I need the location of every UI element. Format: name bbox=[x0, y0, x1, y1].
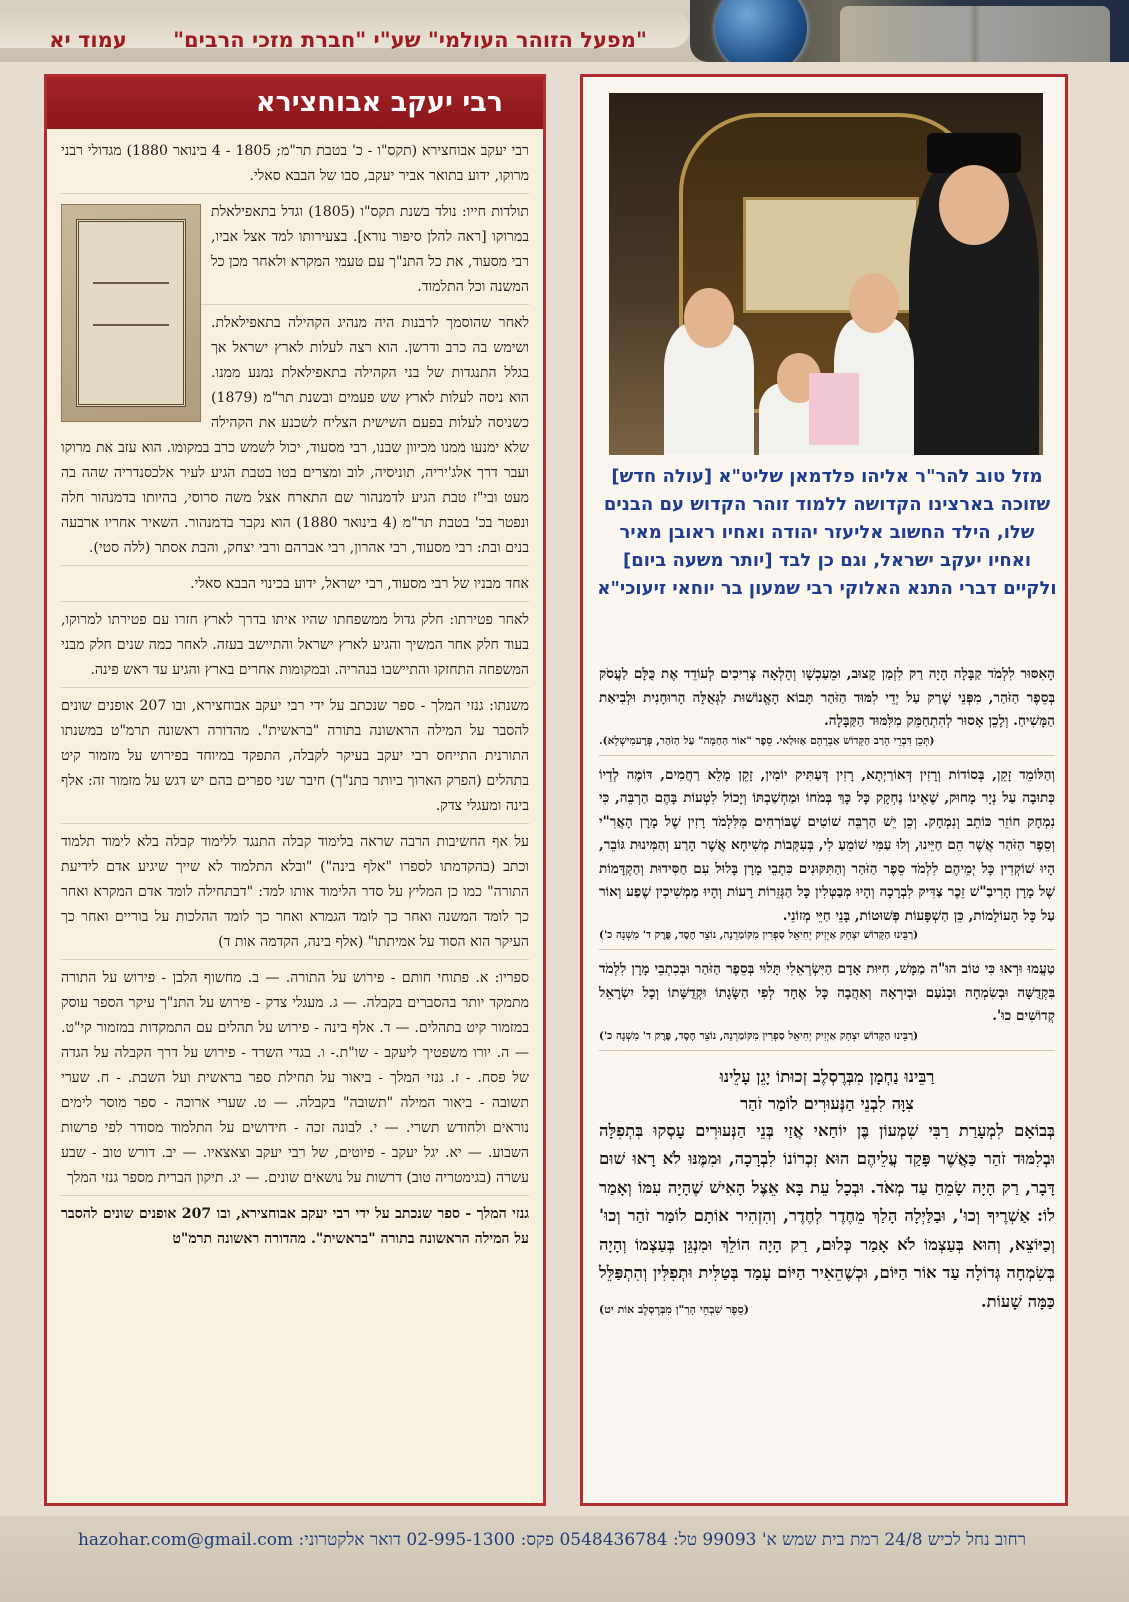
contact-info: רחוב נחל לכיש 24/8 רמת בית שמש א' 99093 טל: 0548436784 פקס: 02-995-1300 דואר אלקטרוני: hazohar.com@gmail.com bbox=[77, 1530, 1026, 1550]
globe-icon bbox=[715, 0, 807, 62]
article-paragraph-rabbinate: לאחר שהוסמך לרבנות היה מנהיג הקהילה בתאפילאלת. ושימש בה כרב ודרשן. הוא רצה לעלות לארץ ישראל אך בגלל התנגדות של בני הקהילה בתאפילאלת נמנע ממנו. הוא ניסה לעלות לארץ שש פעמים ובשנת תר"מ (1879) כשניסה לעלות בפעם השישית הצליח לשכנע את הקהילה שלא ימנעו ממנו מכיוון שבנו, רבי מסעוד, יכול לשמש כרב במקומו. הוא עזב את מרוקו ועבר דרך אלג'יריה, תוניסיה, לוב ומצרים בטו בטבת הגיע לעיר אלכסנדריה שהה בה מעט ובי"ז טבת הגיע לדמנהור שם התארח אצל משה סרוסי, בהיותו בדמנהור חלה ונפטר בכ' בטבת תר"מ (4 בינואר 1880) הוא נקבר בדמנהור. השאיר אחריו ארבעה בנים ובת: רבי מסעוד, רבי אהרון, רבי אברהם ורבי יצחק, והבת אסתר (ללה סטי). bbox=[61, 311, 529, 566]
quote-komarna-1 bbox=[599, 764, 1055, 951]
quote-komarna-2 bbox=[599, 958, 1055, 1051]
story-source: (סֵפֶר שִׁבְחֵי הָרַ"ן מִבְּרֶסְלֶב אוֹת יט) bbox=[599, 1302, 749, 1316]
article-paragraph-books: ספריו: א. פתוחי חותם - פירוש על התורה. — ב. מחשוף הלבן - פירוש על התורה מתמקד יותר בהסברים בקבלה. — ג. מעגלי צדק - פירוש על התנ"ך עיקר הספר עוסק במזמור קיט בתהלים. — ד. אלף בינה - פירוש על תהלים עם התמקדות במזמור קי"ט. — ה. יורו משפטיך ליעקב - שו"ת.- ו. בגדי השרד - פירוש על דרך הקבלה על הגדה של פסח. - ז. גנזי המלך - ביאור על תחילת ספר בראשית ועל השבת. - ח. שערי תשובה - ביאור המילה "תשובה" בקבלה. — ט. שערי ארוכה - ספר מוסר לימים נוראים ולחודש תשרי. — י. לבונה זכה - חידושים על התלמוד מסודר לפי פרשות השבוע. — יא. יגל יעקב - פיוטים, של רבי יעקב וצאצאיו. — יב. דורש טוב - שבע עשרה (בגימטריה טוב) דרשות על נושאים שונים. — יג. תיקון הברית מספר גנזי המלך bbox=[61, 966, 529, 1196]
quotes-section bbox=[599, 663, 1055, 1324]
story-title-line-1: רַבֵּינוּ נַחְמָן מִבְּרֶסְלֶב זְכוּתוֹ יָגֵן עָלֵינוּ bbox=[719, 1066, 935, 1086]
quote-text: טַעֲמוּ וּרְאוּ כִּי טוֹב הוּ"ה מַמָּשׁ, חִיּוּת אָדָם הַיִּשְׂרְאֵלִי תָּלוּי בְּסֵפֶר הַזֹּהַר וּבְכִתְבֵי מָרָן לִלְמֹד בִּקְדֻשָּׁה וּבְשִׂמְחָה וּבְנֹעַם וּבְיִרְאָה וְאַהֲבָה כָּל אֶחָד לְפִי הַשָּׂגָתוֹ וּקְדֻשָּׁתוֹ וְכָל יִשְׂרָאֵל קְדוֹשִׁים כוּ'. bbox=[599, 961, 1055, 1024]
photo-caption: מזל טוב להר"ר אליהו פלדמאן שליט"א [עולה חדש] שזוכה בארצינו הקדושה ללמוד זוהר הקדוש עם הבנים שלו, הילד החשוב אליעזר יהודה ואחיו ראובן מאיר ואחיו יעקב ישראל, וגם כן לבד [יותר משעה ביום] ולקיים דברי התנא האלוקי רבי שמעון בר יוחאי זיעוכי"א bbox=[597, 466, 1057, 599]
article-body bbox=[61, 139, 529, 1262]
quote-azulai bbox=[599, 663, 1055, 756]
story-title bbox=[599, 1063, 1055, 1117]
article-title: רבי יעקב אבוחצירא bbox=[47, 77, 543, 129]
quote-text: וְהַלּוֹמֵד זָקֵן, בְּסוֹדוֹת וְרָזִין דְּאוֹרַיְתָא, רָזִין דְּעַתִּיק יוֹמִין, זָקֵן מָלֵא רַחֲמִים, דּוֹמֶה לְדְיוֹ כְּתוּבָה עַל נְיָר מָחוּק, שֶׁאֵינוֹ נֶחְקָק כָּל כָּךְ בְּמֹחוֹ וּמַחְשַׁבְתּוֹ וְיָכוֹל לִטְעוֹת בָּהֶם הַרְבֵּה, כִּי נִמְחָק חוֹזֵר כּוֹתֵב וְנִמְחָק. וְכֵן יֵשׁ הַרְבֵּה שׁוֹטִים שֶׁבּוֹרְחִים מִלִּלְמֹד רָזִין שֶׁל מָרָן הָאֲרִ"י וְסֵפֶר הַזֹּהַר אֲשֶׁר הֵם חַיֵּינוּ, וְלוּ עַמִּי שׁוֹמֵעַ לִי, בְּעִקְּבוֹת מְשִׁיחָא אֲשֶׁר הָרַע וְהַמִּינוּת גּוֹבֵר, הָיוּ שׁוֹקְדִין כָּל יְמֵיהֶם לִלְמֹד סֵפֶר הַזֹּהַר וְהַתִּקּוּנִים כִּתְבֵי מָרָן בָּלוּל עִם חַסִּידוּת וְהַקְדָּמוֹת שֶׁל מָרָן הָרִיבַ"שׁ זֵכֶר צַדִּיק לִבְרָכָה וְהָיוּ מְבַטְּלִין כָּל הַגְּזֵרוֹת רָעוֹת וְהָיוּ מַמְשִׁיכִין שֶׁפַע וְאוֹר עַל כָּל הָעוֹלָמוֹת, כֵּן הַשְׁפָּעוֹת פְּשׁוּטוֹת, בָּנֵי חַיֵּי מְזוֹנֵי. bbox=[599, 766, 1055, 924]
article-paragraph-after-death: לאחר פטירתו: חלק גדול ממשפחתו שהיו איתו בדרך לארץ חזרו עם פטירתו למרוקו, בעוד חלק אחר המשיך והגיע לארץ ישראל והתיישב בעזה. לאחר כמה שנים חלק מבני המשפחה התחזקו והתיישבו בנהריה. ובמקומות אחרים בארץ והגיע עד ראש פינה. bbox=[61, 608, 529, 688]
article-intro: רבי יעקב אבוחצירא (תקס"ו - כ' בטבת תר"מ; 1805 - 4 בינואר 1880) מגדולי רבני מרוקו, ידוע בתואר אביר יעקב, סבו של הבבא סאלי. bbox=[61, 139, 529, 194]
header-title: "מפעל הזוהר העולמי" שע"י "חברת מזכי הרבים" bbox=[173, 28, 647, 52]
zohar-study-column bbox=[580, 74, 1068, 1506]
quote-source: (רַבֵּינוּ הַקָּדוֹשׁ יִצְחָק אַיְזִיק יְחִיאֵל סַפְרִין מִקּוֹמַרְנָה, נוֹצֵר חֶסֶד, פֶּרֶק ד' מִשְׁנָה כ') bbox=[599, 929, 919, 941]
page-number: עמוד יא bbox=[49, 28, 127, 52]
header-band bbox=[0, 10, 690, 52]
article-paragraph-life: תולדות חייו: נולד בשנת תקס"ו (1805) וגדל בתאפילאלת במרוקו [ראה להלן סיפור נורא]. בצעירותו למד אצל אביו, רבי מסעוד, את כל התנ"ך עם טעמי המקרא ולאחר מכן כל המשנה וכל התלמוד. bbox=[61, 200, 529, 305]
boy-2-face bbox=[684, 288, 734, 348]
header-graphic bbox=[690, 0, 1129, 62]
family-photo bbox=[609, 93, 1043, 455]
quote-text: הָאִסּוּר לִלְמֹד קַבָּלָה הָיָה רַק לִזְמַן קָצוּב, וּמֵעַכְשָׁו וְהָלְאָה צְרִיכִים לְעוֹדֵד אֶת כֻּלָּם לַעֲסֹק בְּסֵפֶר הַזֹּהַר, מִפְּנֵי שֶׁרַק עַל יְדֵי לִמּוּד הַזֹּהַר תָּבוֹא הָאֱנוֹשׁוּת לַגְּאֻלָּה הָרוּחָנִית וּלְבִיאַת הַמָּשִׁיחַ. וְלָכֵן אָסוּר לְהִתְחַמֵּק מִלִּמּוּד הַקַּבָּלָה. bbox=[599, 666, 1055, 729]
article-paragraph-grandson: אחד מבניו של רבי מסעוד, רבי ישראל, ידוע בכינוי הבבא סאלי. bbox=[61, 572, 529, 602]
article-paragraph-teaching: משנתו: גנזי המלך - ספר שנכתב על ידי רבי יעקב אבוחצירא, ובו 207 אופנים שונים להסבר על המילה הראשונה בתורה "בראשית". מהדורה ראשונה תרמ"ט במשנתו התורנית התייחס רבי יעקב בעיקר לקבלה, התפקד במיוחד בפירוש על מזמור קיט בתהלים (הפרק הארוך ביותר בתנ"ך) חיבר שני ספרים בהם יש דגש על מזמור זה: אלף בינה ומעגלי צדק. bbox=[61, 694, 529, 824]
boy-1-face bbox=[849, 273, 899, 333]
quote-source: (תְּכֵן דִּבְרֵי הָרַב הַקָּדוֹשׁ אַבְרָהָם אַזּוּלַאי. סֵפֶר "אוֹר הַחַמָּה" עַל הַזֹּהַר, פְּרֶעמִישְׁלָא). bbox=[599, 734, 935, 747]
zohar-book-image bbox=[809, 373, 859, 445]
father-face bbox=[939, 165, 1009, 245]
quote-source: (רַבֵּינוּ הַקָּדוֹשׁ יִצְחָק אַיְזִיק יְחִיאֵל סַפְרִין מִקּוֹמַרְנָה, נוֹצֵר חֶסֶד, פֶּרֶק ד' מִשְׁנָה כ') bbox=[599, 1029, 919, 1042]
book-cover-frame bbox=[76, 219, 186, 407]
book-cover-image bbox=[61, 204, 201, 422]
story-title-line-2: צִוָּה לִבְנֵי הַנְּעוּרִים לוֹמַר זֹהַר bbox=[740, 1093, 914, 1113]
story-text bbox=[599, 1117, 1055, 1317]
article-paragraph-ginzei-hamelech: גנזי המלך - ספר שנכתב על ידי רבי יעקב אבוחצירא, ובו 207 אופנים שונים להסבר על המילה הראשונה בתורה "בראשית". מהדורה ראשונה תרמ"ט bbox=[61, 1206, 529, 1247]
page-header bbox=[0, 0, 1129, 62]
story-body: בְּבוֹאָם לִמְעָרַת רַבִּי שִׁמְעוֹן בֶּן יוֹחַאי אֲזַי בְּנֵי הַנְּעוּרִים עָסְקוּ בִּתְפִלָּה וּבְלִמּוּד זֹהַר כַּאֲשֶׁר פָּקַד עֲלֵיהֶם הוּא זִכְרוֹנוֹ לִבְרָכָה, וּמִמֶּנּוּ לֹא רָאוּ שׁוּם דָּבָר, רַק הָיָה שָׂמֵחַ עַד מְאֹד. וּבְכָל עֵת בָּא אֵצֶל הָאִישׁ שֶׁהָיָה עִמּוֹ וְאָמַר לוֹ: אַשְׁרֶיךָ וְכוּ', וּבַלַּיְלָה הָלַךְ מֵחֶדֶר לְחֶדֶר, וְהִזְהִיר אוֹתָם לוֹמַר זֹהַר וְכוּ' וְכַיּוֹצֵא, וְהוּא בְּעַצְמוֹ לֹא אָמַר כְּלוּם, רַק הָיָה הוֹלֵךְ וּמִנְגֵּן בְּעַצְמוֹ וְהָיָה בְּשִׂמְחָה גְּדוֹלָה עַד אוֹר הַיּוֹם, וּכְשֶׁהֵאִיר הַיּוֹם עָמַד בְּטַלִּית וּתְפִלִּין וְהִתְפַּלֵּל כַּמָּה שָׁעוֹת. bbox=[599, 1120, 1055, 1311]
page-footer bbox=[0, 1516, 1129, 1602]
open-book-icon bbox=[840, 6, 1110, 62]
article-paragraph-kabbalah: על אף החשיבות הרבה שראה בלימוד קבלה התנגד ללימוד קבלה בלא לימוד תלמוד וכתב (בהקדמתו לספרו "אלף בינה") "ובלא התלמוד לא שייך שיגיע אדם לידיעת התורה" כמו כן המליץ על סדר הלימוד אותו למד: "דבתחילה לומד אדם המקרא ואחר כך לומד המשנה ואחר כך לומד הגמרא ואחר כך לומד ההלכות על בוריים ואחר כך העיקר הוא הסוד על אמיתתו" (אלף בינה, הקדמה אות ד) bbox=[61, 830, 529, 960]
biography-article bbox=[44, 74, 546, 1506]
